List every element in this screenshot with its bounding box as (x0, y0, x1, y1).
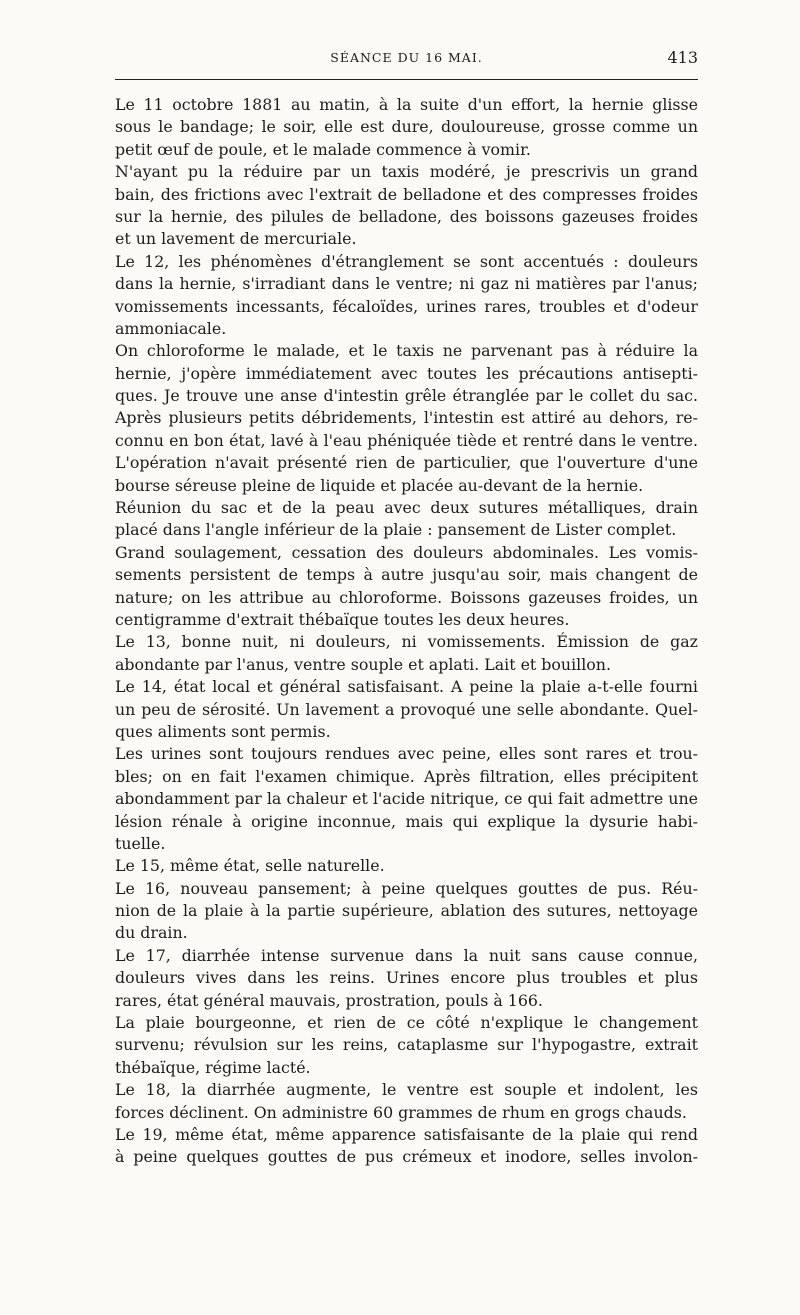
text-line: connu en bon état, lavé à l'eau phéniquée tiède et rentré dans le ventre. (115, 430, 698, 450)
text-line: sur la hernie, des pilules de belladone, des boissons gazeuses froides (115, 206, 698, 226)
text-line: N'ayant pu la réduire par un taxis modéré, je prescrivis un grand (115, 162, 698, 182)
page-header (115, 46, 698, 74)
text-line: sements persistent de temps à autre jusqu'au soir, mais changent de (115, 565, 698, 585)
text-line: ques. Je trouve une anse d'intestin grêle étranglée par le collet du sac. (115, 386, 698, 406)
text-line: abondante par l'anus, ventre souple et aplati. Lait et bouillon. (115, 654, 611, 674)
text-line: tuelle. (115, 833, 166, 853)
text-line: à peine quelques gouttes de pus crémeux et inodore, selles involon- (115, 1147, 698, 1167)
text-line: placé dans l'angle inférieur de la plaie : pansement de Lister complet. (115, 520, 677, 540)
text-line: hernie, j'opère immédiatement avec toutes les précautions antisepti- (115, 363, 698, 383)
text-line: abondamment par la chaleur et l'acide nitrique, ce qui fait admettre une (115, 789, 698, 809)
text-line: lésion rénale à origine inconnue, mais qui explique la dysurie habi- (115, 811, 698, 831)
text-line: dans la hernie, s'irradiant dans le ventre; ni gaz ni matières par l'anus; (115, 274, 698, 294)
text-line: Le 11 octobre 1881 au matin, à la suite d'un effort, la hernie glisse (115, 95, 698, 114)
text-line: On chloroforme le malade, et le taxis ne parvenant pas à réduire la (115, 341, 698, 361)
text-line: Le 13, bonne nuit, ni douleurs, ni vomissements. Émission de gaz (115, 632, 698, 652)
text-line: Après plusieurs petits débridements, l'intestin est attiré au dehors, re- (115, 408, 698, 428)
text-line: ammoniacale. (115, 318, 227, 338)
text-line: du drain. (115, 923, 188, 943)
text-line: Le 18, la diarrhée augmente, le ventre est souple et indolent, les (115, 1080, 698, 1100)
running-head: SÉANCE DU 16 MAI. (330, 50, 483, 65)
text-line: bourse séreuse pleine de liquide et placée au-devant de la hernie. (115, 475, 644, 495)
text-line: Le 19, même état, même apparence satisfaisante de la plaie qui rend (115, 1124, 698, 1144)
text-line: bain, des frictions avec l'extrait de belladone et des compresses froides (115, 184, 698, 204)
text-line: un peu de sérosité. Un lavement a provoqué une selle abondante. Quel- (115, 699, 698, 719)
text-line: L'opération n'avait présenté rien de particulier, que l'ouverture d'une (115, 453, 698, 473)
text-line: thébaïque, régime lacté. (115, 1057, 311, 1077)
text-line: douleurs vives dans les reins. Urines encore plus troubles et plus (115, 968, 698, 988)
text-line: La plaie bourgeonne, et rien de ce côté n'explique le changement (115, 1013, 698, 1033)
text-line: vomissements incessants, fécaloïdes, urines rares, troubles et d'odeur (115, 296, 698, 316)
text-line: sous le bandage; le soir, elle est dure, douloureuse, grosse comme un (115, 117, 698, 137)
text-line: et un lavement de mercuriale. (115, 229, 357, 249)
text-line: Le 16, nouveau pansement; à peine quelques gouttes de pus. Réu- (115, 878, 698, 898)
body-text (115, 94, 698, 1169)
text-line: centigramme d'extrait thébaïque toutes les deux heures. (115, 609, 570, 629)
text-line: Le 17, diarrhée intense survenue dans la nuit sans cause connue, (115, 945, 698, 965)
header-rule (115, 79, 698, 80)
text-line: petit œuf de poule, et le malade commence à vomir. (115, 139, 531, 159)
text-line: nature; on les attribue au chloroforme. Boissons gazeuses froides, un (115, 587, 698, 607)
text-line: Grand soulagement, cessation des douleurs abdominales. Les vomis- (115, 542, 698, 562)
text-line: nion de la plaie à la partie supérieure, ablation des sutures, nettoyage (115, 901, 698, 921)
text-line: forces déclinent. On administre 60 grammes de rhum en grogs chauds. (115, 1102, 687, 1122)
text-line: Le 15, même état, selle naturelle. (115, 856, 385, 876)
text-line: bles; on en fait l'examen chimique. Après filtration, elles précipitent (115, 766, 698, 786)
text-line: Les urines sont toujours rendues avec peine, elles sont rares et trou- (115, 744, 698, 764)
text-line: Le 14, état local et général satisfaisant. A peine la plaie a-t-elle fourni (115, 677, 698, 697)
text-line: rares, état général mauvais, prostration, pouls à 166. (115, 990, 543, 1010)
page-number: 413 (667, 48, 698, 67)
text-line: Réunion du sac et de la peau avec deux sutures métalliques, drain (115, 498, 698, 518)
text-line: Le 12, les phénomènes d'étranglement se sont accentués : douleurs (115, 251, 698, 271)
text-line: survenu; révulsion sur les reins, cataplasme sur l'hypogastre, extrait (115, 1035, 698, 1055)
text-line: ques aliments sont permis. (115, 721, 331, 741)
